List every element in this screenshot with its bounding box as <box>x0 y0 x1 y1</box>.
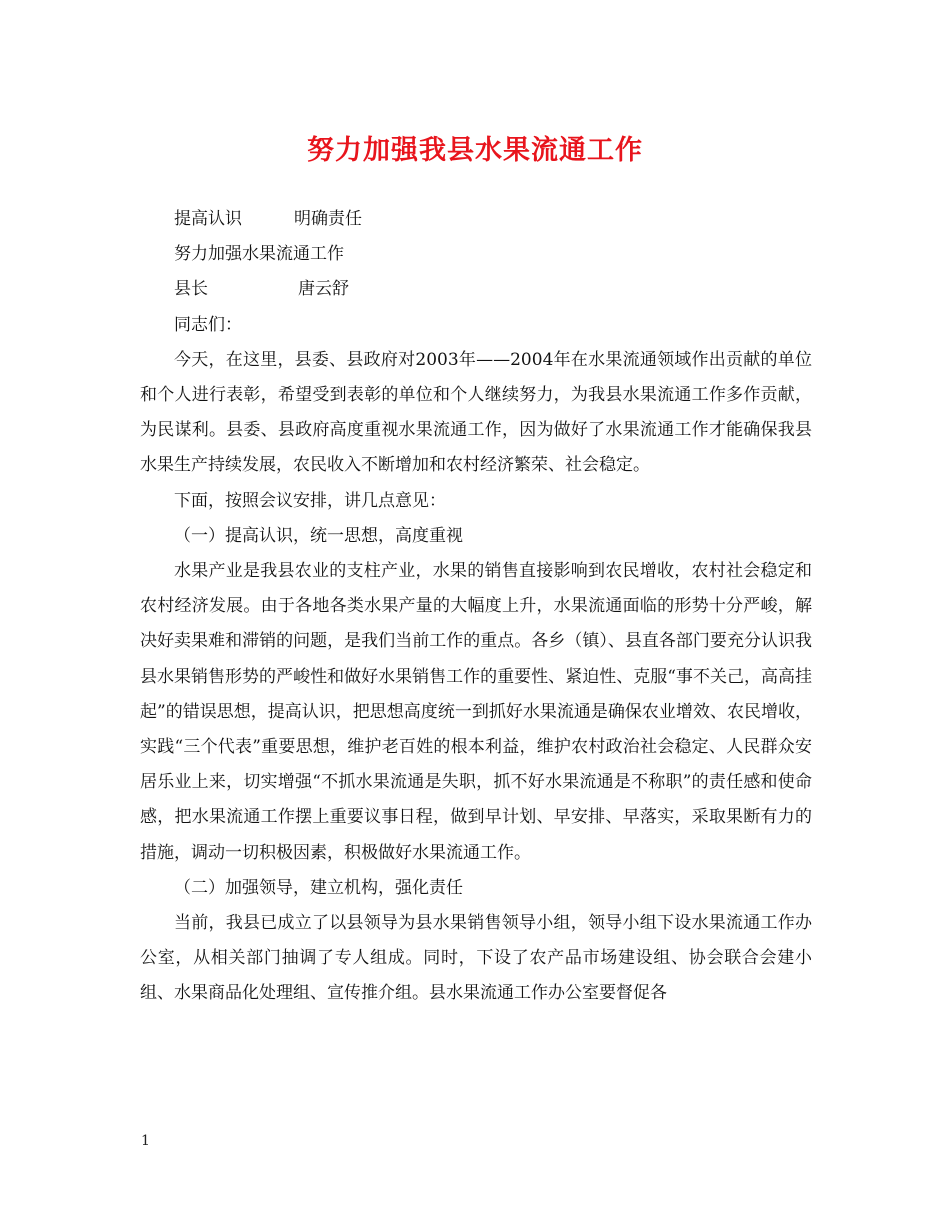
document-body <box>140 202 812 1012</box>
header-line-theme <box>140 202 812 237</box>
header-line-speaker <box>140 272 812 307</box>
paragraph-section-2: 当前，我县已成立了以县领导为县水果销售领导小组，领导小组下设水果流通工作办公室，从相关部门抽调了专人组成。同时，下设了农产品市场建设组、协会联合会建小组、水果商品化处理组、宣传推介组。县水果流通工作办公室要督促各 <box>140 913 812 1004</box>
speaker-name: 唐云舒 <box>298 279 349 300</box>
section-heading-1: （一）提高认识，统一思想，高度重视 <box>174 525 463 546</box>
salutation: 同志们： <box>174 314 242 335</box>
speaker-role: 县长 <box>174 279 208 300</box>
paragraph-agenda: 下面，按照会议安排，讲几点意见： <box>174 490 446 511</box>
header-theme-right: 明确责任 <box>294 209 362 229</box>
paragraph-section-1: 水果产业是我县农业的支柱产业，水果的销售直接影响到农民增收，农村社会稳定和农村经济发展。由于各地各类水果产量的大幅度上升，水果流通面临的形势十分严峻，解决好卖果难和滞销的问题，是我们当前工作的重点。各乡（镇）、县直各部门要充分认识我县水果销售形势的严峻性和做好水果销售工作的重要性、紧迫性、克服“事不关己，高高挂起”的错误思想，提高认识，把思想高度统一到抓好水果流通是确保农业增效、农民增收，实践“三个代表”重要思想，维护老百姓的根本利益，维护农村政治社会稳定、人民群众安居乐业上来，切实增强“不抓水果流通是失职，抓不好水果流通是不称职”的责任感和使命感，把水果流通工作摆上重要议事日程，做到早计划、早安排、早落实，采取果断有力的措施，调动一切积极因素，积极做好水果流通工作。 <box>140 561 812 863</box>
paragraph-intro: 今天，在这里，县委、县政府对2003年——2004年在水果流通领域作出贡献的单位和个人进行表彰，希望受到表彰的单位和个人继续努力，为我县水果流通工作多作贡献，为民谋利。县委、县政府高度重视水果流通工作，因为做好了水果流通工作才能确保我县水果生产持续发展，农民收入不断增加和农村经济繁荣、社会稳定。 <box>140 349 812 476</box>
page-number: 1 <box>141 1133 150 1149</box>
header-theme-left: 提高认识 <box>174 209 242 229</box>
header-line-subtitle: 努力加强水果流通工作 <box>174 244 344 265</box>
section-heading-2: （二）加强领导，建立机构，强化责任 <box>174 877 463 898</box>
document-title: 努力加强我县水果流通工作 <box>307 135 643 166</box>
